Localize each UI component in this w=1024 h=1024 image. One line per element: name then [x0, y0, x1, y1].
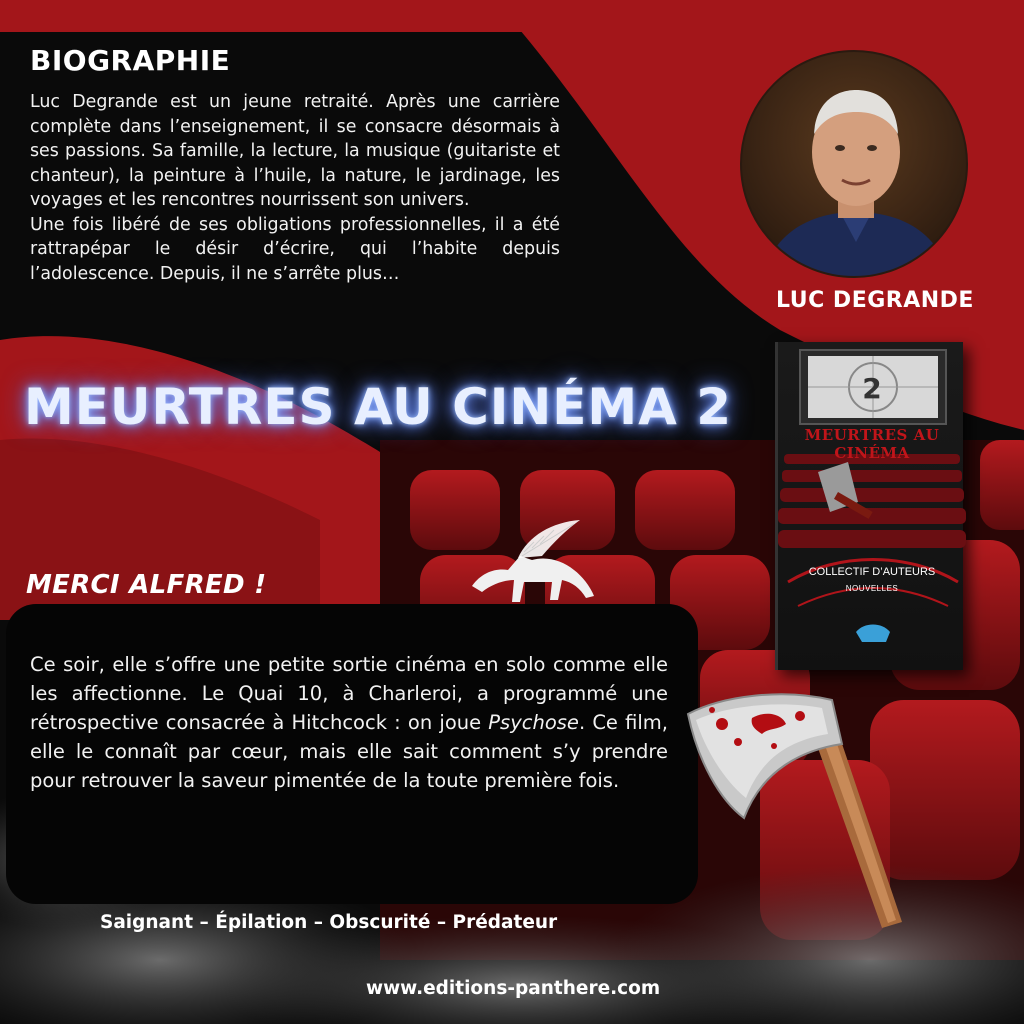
biography-heading: BIOGRAPHIE — [30, 44, 231, 77]
cover-collectif: COLLECTIF D’AUTEURS — [808, 566, 936, 578]
story-text-italic: Psychose — [488, 711, 579, 734]
story-tags: Saignant – Épilation – Obscurité – Prédateur — [100, 912, 558, 933]
biography-text — [30, 90, 560, 286]
story-text — [30, 650, 668, 795]
panther-quill-logo — [462, 516, 602, 612]
story-text-after: . Ce film, elle le connaît par cœur, mais elle sait comment s’y prendre pour retrouver la saveur pimentée de la toute première fois. — [30, 711, 669, 792]
story-heading: MERCI ALFRED ! — [26, 570, 267, 600]
book-title: MEURTRES AU CINÉMA 2 — [24, 378, 733, 436]
book-cover — [775, 342, 963, 670]
author-portrait — [740, 50, 968, 278]
cover-number: 2 — [862, 372, 882, 405]
cover-nouvelles: NOUVELLES — [845, 584, 899, 593]
cover-title: MEURTRES AU CINÉMA — [804, 426, 940, 462]
story-text-before: Ce soir, elle s’offre une petite sortie cinéma en solo comme elle les affectionne. Le Quai 10, à Charleroi, a programmé une rétrospective consacrée à Hitchcock : on joue — [30, 653, 668, 734]
biography-paragraph-2: Une fois libéré de ses obligations professionnelles, il a été rattrapépar le désir d’écrire, qui l’habite depuis l’adolescence. Depuis, il ne s’arrête plus… — [30, 214, 560, 284]
author-name: LUC DEGRANDE — [776, 288, 974, 313]
biography-paragraph-1: Luc Degrande est un jeune retraité. Après une carrière complète dans l’enseignement, il se consacre désormais à ses passions. Sa famille, la lecture, la musique (guitariste et chanteur), la peinture à l’huile, la nature, le jardinage, les voyages et les rencontres nourrissent son univers. — [30, 92, 560, 210]
bloody-axe-icon — [682, 680, 912, 930]
publisher-website-link[interactable]: www.editions-panthere.com — [366, 978, 661, 999]
